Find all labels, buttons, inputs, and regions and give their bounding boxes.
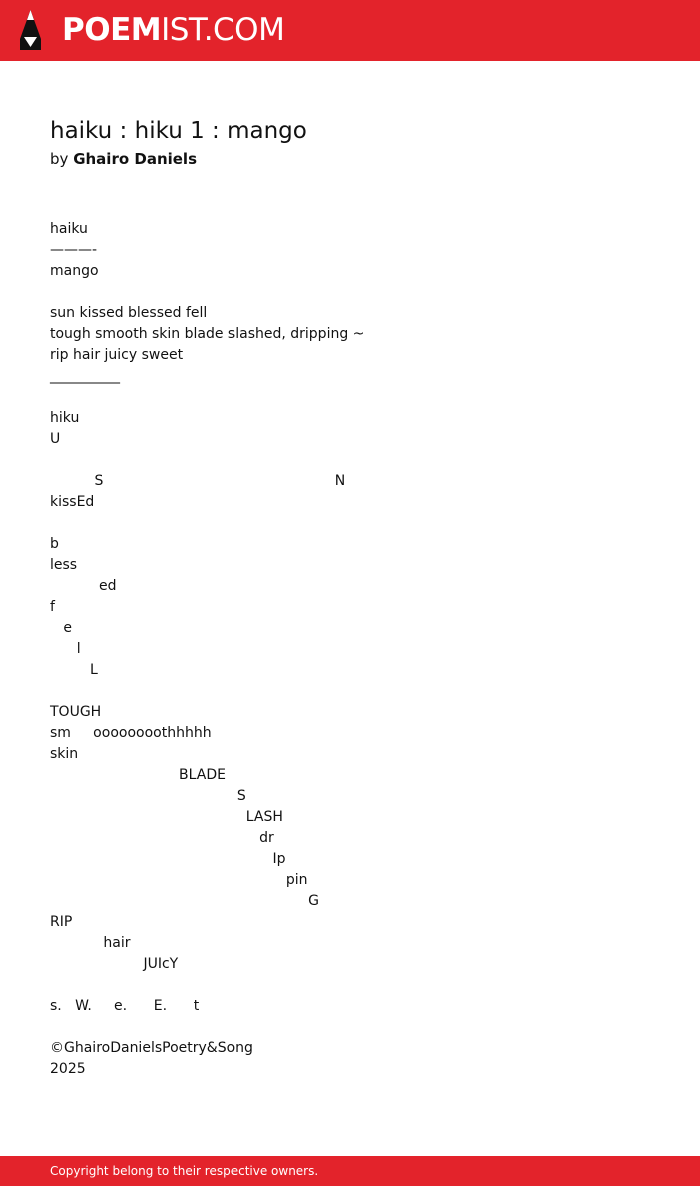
site-logo-text[interactable]: [62, 12, 284, 48]
pencil-tip-icon[interactable]: [18, 9, 43, 51]
poem-body: haiku ———- mango sun kissed blessed fell tough smooth skin blade slashed, dripping ~ rip hair juicy sweet __________ hiku U S N kissEd b less ed f e l L TOUGH sm oooooooothhhhh skin BLADE S LASH dr Ip pin G RIP hair JUIcY s. W. e. E. t ©GhairoDanielsPoetry&Song 2025: [50, 221, 365, 1077]
byline-prefix: by: [50, 150, 69, 168]
site-header: [0, 0, 700, 61]
site-footer: [0, 1156, 700, 1186]
footer-copyright: Copyright belong to their respective owners.: [50, 1164, 319, 1178]
byline: [50, 149, 197, 169]
brand-light: IST.COM: [161, 12, 285, 48]
author-name: Ghairo Daniels: [73, 150, 198, 168]
brand-bold: POEM: [62, 12, 162, 48]
poem-title: haiku : hiku 1 : mango: [50, 118, 307, 144]
